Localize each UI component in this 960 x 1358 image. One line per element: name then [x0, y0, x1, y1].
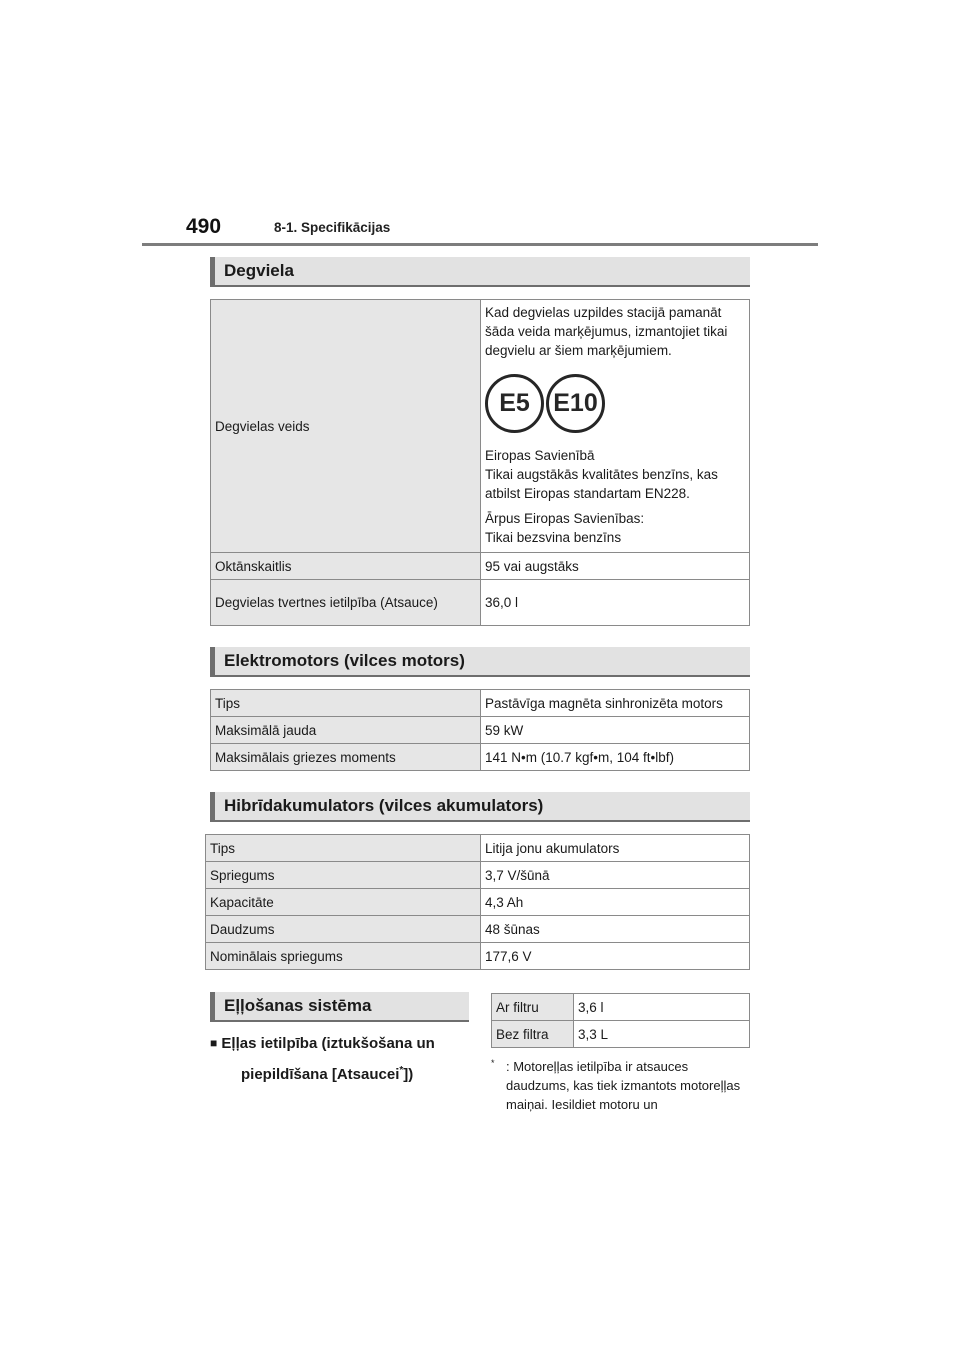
square-bullet-icon: ■ [210, 1036, 218, 1050]
e5-fuel-badge-icon: E5 [485, 374, 544, 433]
battery-capacity-value: 4,3 Ah [481, 889, 750, 916]
table-row [211, 300, 750, 553]
outside-eu-title: Ārpus Eiropas Savienības: [485, 511, 645, 526]
battery-quantity-value: 48 šūnas [481, 916, 750, 943]
table-row [211, 580, 750, 626]
oil-with-filter-value: 3,6 l [574, 994, 750, 1021]
motor-type-value: Pastāvīga magnēta sinhronizēta motors [481, 690, 750, 717]
motor-type-label: Tips [211, 690, 481, 717]
section-title: 8-1. Specifikācijas [274, 220, 391, 235]
table-row [211, 690, 750, 717]
fuel-type-value [481, 300, 750, 553]
battery-voltage-value: 3,7 V/šūnā [481, 862, 750, 889]
e10-fuel-badge-icon: E10 [546, 374, 605, 433]
table-row [206, 835, 750, 862]
oil-capacity-subheading-line2: piepildīšana [Atsaucei*]) [241, 1065, 414, 1083]
fuel-type-label: Degvielas veids [211, 300, 481, 553]
page-header [142, 212, 818, 246]
battery-nominal-voltage-value: 177,6 V [481, 943, 750, 970]
table-row [206, 862, 750, 889]
battery-type-value: Litija jonu akumulators [481, 835, 750, 862]
table-row [206, 943, 750, 970]
fuel-type-intro: Kad degvielas uzpildes stacijā pamanāt šāda veida marķējumus, izmantojiet tikai degvielu ar šiem marķējumiem. [485, 305, 728, 358]
outside-eu-text: Tikai bezsvina benzīns [485, 530, 622, 545]
fuel-heading: Degviela [210, 257, 750, 287]
oil-without-filter-value: 3,3 L [574, 1021, 750, 1048]
footnote-text: : Motoreļļas ietilpība ir atsauces daudzums, kas tiek izmantots motoreļļas maiņai. Iesildiet motoru un [506, 1059, 741, 1112]
tank-capacity-label: Degvielas tvertnes ietilpība (Atsauce) [211, 580, 481, 626]
eu-title: Eiropas Savienībā [485, 448, 595, 463]
oil-capacity-subheading [210, 1030, 470, 1088]
lubrication-heading: Eļļošanas sistēma [210, 992, 469, 1022]
battery-heading: Hibrīdakumulators (vilces akumulators) [210, 792, 750, 822]
motor-power-value: 59 kW [481, 717, 750, 744]
table-row [211, 744, 750, 771]
motor-torque-value: 141 N•m (10.7 kgf•m, 104 ft•lbf) [481, 744, 750, 771]
table-row [206, 916, 750, 943]
fuel-table [210, 299, 750, 626]
footnote [491, 1054, 750, 1114]
battery-voltage-label: Spriegums [206, 862, 481, 889]
table-row [492, 994, 750, 1021]
oil-capacity-table [491, 993, 750, 1048]
battery-type-label: Tips [206, 835, 481, 862]
motor-heading: Elektromotors (vilces motors) [210, 647, 750, 677]
page-number: 490 [186, 215, 222, 238]
oil-with-filter-label: Ar filtru [492, 994, 574, 1021]
battery-capacity-label: Kapacitāte [206, 889, 481, 916]
table-row [206, 889, 750, 916]
motor-torque-label: Maksimālais griezes moments [211, 744, 481, 771]
header-rule [142, 243, 818, 246]
battery-nominal-voltage-label: Nominālais spriegums [206, 943, 481, 970]
battery-quantity-label: Daudzums [206, 916, 481, 943]
oil-capacity-subheading-line1: Eļļas ietilpība (iztukšošana un [221, 1035, 435, 1052]
tank-capacity-value: 36,0 l [481, 580, 750, 626]
table-row [492, 1021, 750, 1048]
octane-label: Oktānskaitlis [211, 553, 481, 580]
footnote-reference: * [399, 1065, 404, 1076]
battery-table [205, 834, 750, 970]
footnote-mark: * [491, 1058, 495, 1068]
fuel-label-badges [485, 374, 745, 433]
motor-power-label: Maksimālā jauda [211, 717, 481, 744]
oil-without-filter-label: Bez filtra [492, 1021, 574, 1048]
eu-text: Tikai augstākās kvalitātes benzīns, kas atbilst Eiropas standartam EN228. [485, 467, 718, 501]
table-row [211, 553, 750, 580]
table-row [211, 717, 750, 744]
motor-table [210, 689, 750, 771]
octane-value: 95 vai augstāks [481, 553, 750, 580]
